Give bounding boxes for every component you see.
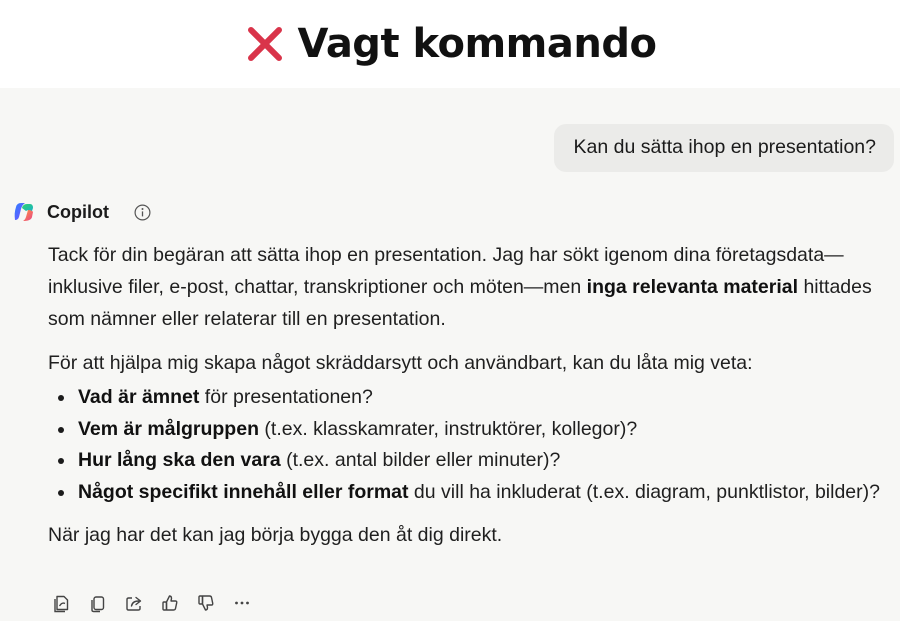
- list-item: Vem är målgruppen (t.ex. klasskamrater, instruktörer, kollegor)?: [48, 414, 900, 446]
- emphasis-no-material: inga relevanta material: [586, 276, 799, 298]
- assistant-header: [12, 199, 151, 225]
- thumbs-down-icon[interactable]: [196, 593, 216, 613]
- chat-area: [0, 88, 900, 621]
- red-x-icon: [244, 23, 286, 65]
- copy-icon[interactable]: [88, 593, 108, 613]
- share-icon[interactable]: [124, 593, 144, 613]
- banner-title: Vagt kommando: [297, 21, 657, 67]
- copilot-logo: [12, 200, 36, 224]
- user-message: Kan du sätta ihop en presentation?: [554, 124, 894, 172]
- list-item: Något specifikt innehåll eller format du vill ha inkluderat (t.ex. diagram, punktlistor, bilder)?: [48, 477, 900, 509]
- more-icon[interactable]: [232, 593, 252, 613]
- assistant-name: Copilot: [47, 201, 109, 222]
- info-icon[interactable]: [134, 204, 151, 221]
- bullet: [58, 490, 64, 496]
- message-actions: [52, 591, 252, 615]
- answer-closing: När jag har det kan jag börja bygga den åt dig direkt.: [48, 524, 503, 546]
- bullet: [58, 395, 64, 401]
- assistant-message: [48, 239, 900, 551]
- list-item: Hur lång ska den vara (t.ex. antal bilder eller minuter)?: [48, 445, 900, 477]
- list-item: Vad är ämnet för presentationen?: [48, 382, 900, 414]
- banner: [0, 0, 900, 88]
- bullet: [58, 427, 64, 433]
- question-list: [48, 382, 900, 508]
- answer-ask: För att hjälpa mig skapa något skräddarsytt och användbart, kan du låta mig veta:: [48, 352, 753, 374]
- thumbs-up-icon[interactable]: [160, 593, 180, 613]
- pages-icon[interactable]: [52, 593, 72, 613]
- answer-intro: Tack för din begäran att sätta ihop en presentation. Jag har sökt igenom dina företagsdata—inklusive filer, e-post, chattar, transkriptioner och möten—men inga relevanta material hittades som nämner eller relaterar till en presentation.: [48, 244, 872, 330]
- bullet: [58, 458, 64, 464]
